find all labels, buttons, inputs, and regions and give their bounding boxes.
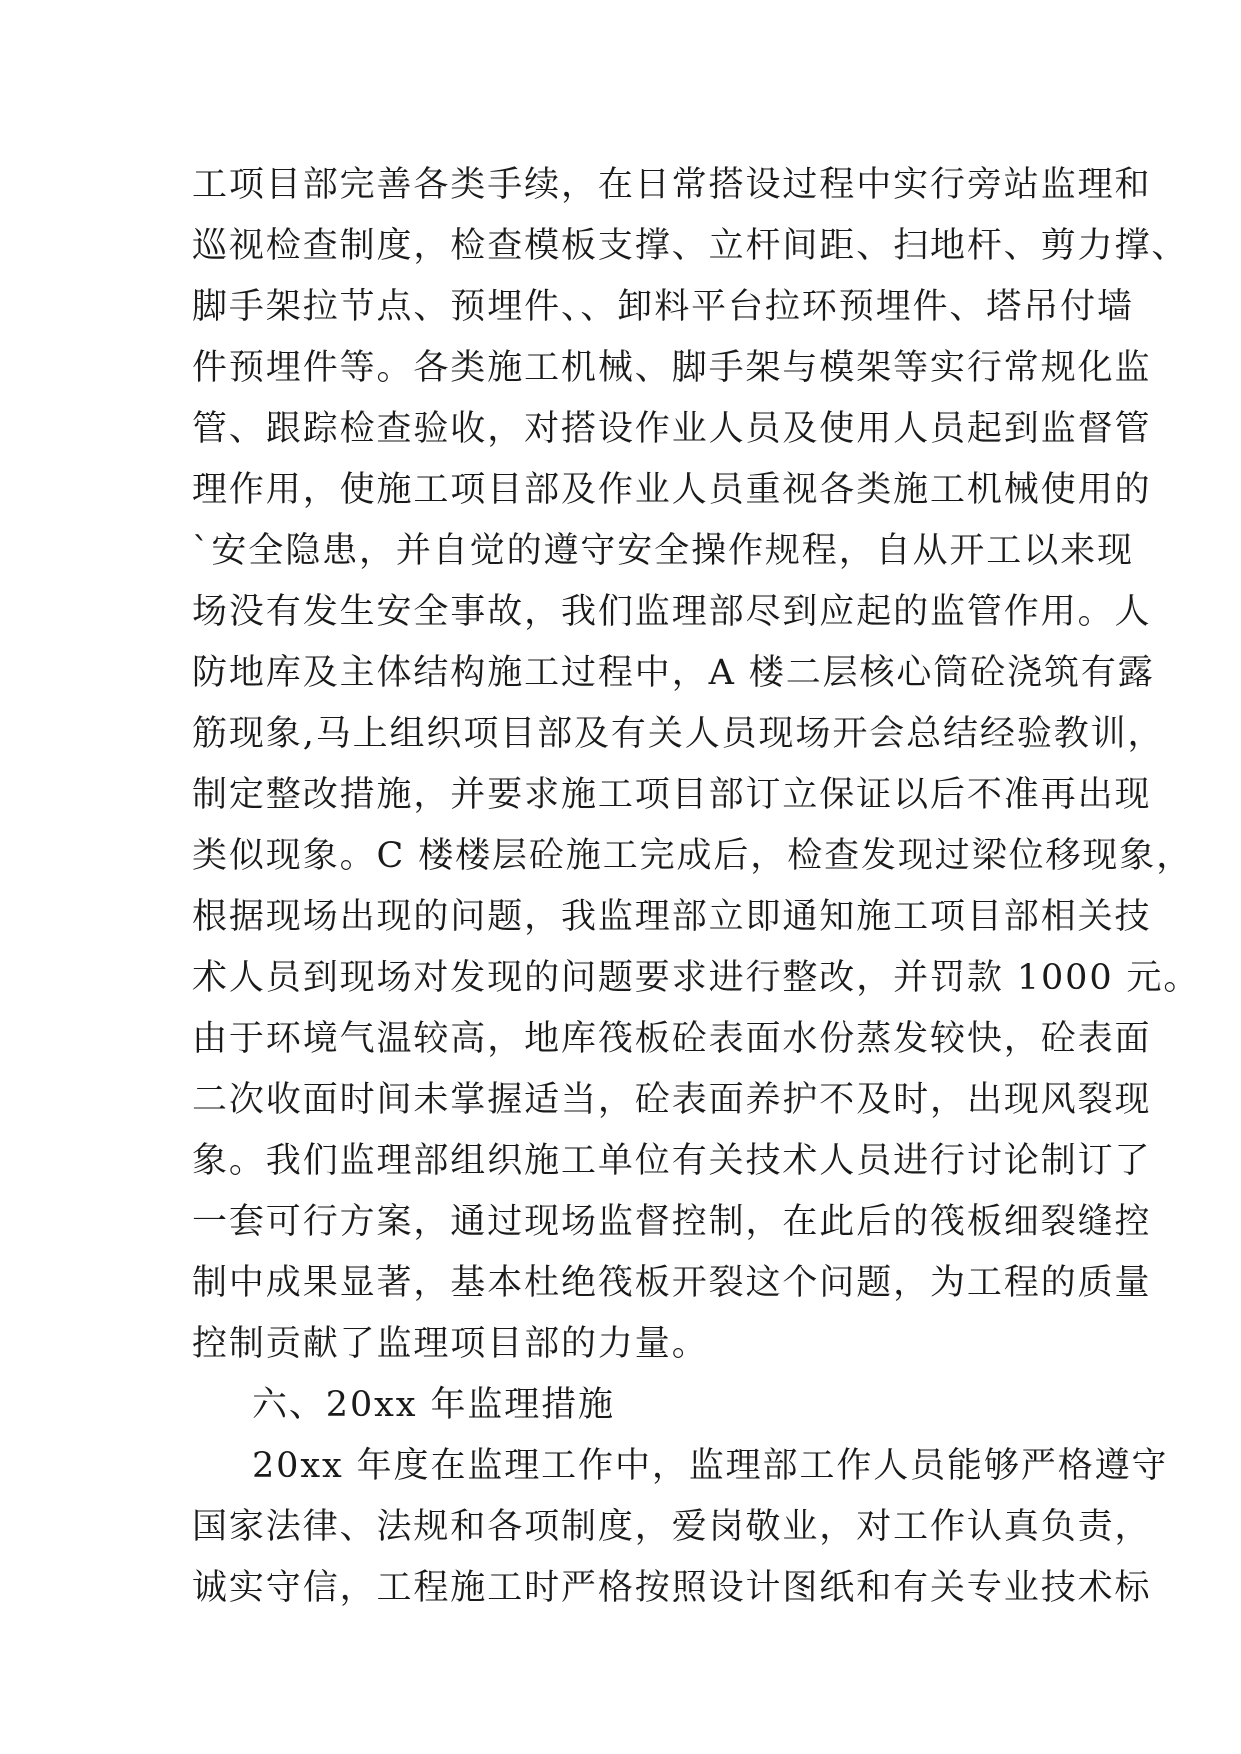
text-line: 术人员到现场对发现的问题要求进行整改，并罚款 1000 元。 bbox=[192, 958, 1201, 998]
text-line: 制定整改措施，并要求施工项目部订立保证以后不准再出现 bbox=[192, 775, 1152, 815]
text-line: 二次收面时间未掌握适当，砼表面养护不及时，出现风裂现 bbox=[192, 1080, 1152, 1120]
text-line: 管、跟踪检查验收，对搭设作业人员及使用人员起到监督管 bbox=[192, 409, 1152, 449]
text-line: 防地库及主体结构施工过程中，A 楼二层核心筒砼浇筑有露 bbox=[192, 653, 1155, 693]
text-line: 一套可行方案，通过现场监督控制，在此后的筏板细裂缝控 bbox=[192, 1202, 1152, 1242]
text-line: 诚实守信，工程施工时严格按照设计图纸和有关专业技术标 bbox=[192, 1568, 1152, 1608]
text-line: 巡视检查制度，检查模板支撑、立杆间距、扫地杆、剪力撑、 bbox=[192, 226, 1189, 266]
text-line: 国家法律、法规和各项制度，爱岗敬业，对工作认真负责， bbox=[192, 1507, 1152, 1547]
text-line: 场没有发生安全事故，我们监理部尽到应起的监管作用。人 bbox=[192, 592, 1152, 632]
text-line: 制中成果显著，基本杜绝筏板开裂这个问题，为工程的质量 bbox=[192, 1263, 1152, 1303]
text-line: 类似现象。C 楼楼层砼施工完成后，检查发现过梁位移现象， bbox=[192, 836, 1194, 876]
text-line: 理作用，使施工项目部及作业人员重视各类施工机械使用的 bbox=[192, 470, 1152, 510]
text-line: 象。我们监理部组织施工单位有关技术人员进行讨论制订了 bbox=[192, 1141, 1152, 1181]
body-text bbox=[192, 155, 1201, 1619]
text-line: 由于环境气温较高，地库筏板砼表面水份蒸发较快，砼表面 bbox=[192, 1019, 1152, 1059]
text-line: 件预埋件等。各类施工机械、脚手架与模架等实行常规化监 bbox=[192, 348, 1152, 388]
text-line: 脚手架拉节点、预埋件、、卸料平台拉环预埋件、塔吊付墙 bbox=[192, 287, 1134, 327]
text-line: `安全隐患，并自觉的遵守安全操作规程，自从开工以来现 bbox=[192, 531, 1134, 571]
text-line: 根据现场出现的问题，我监理部立即通知施工项目部相关技 bbox=[192, 897, 1152, 937]
text-line: 工项目部完善各类手续，在日常搭设过程中实行旁站监理和 bbox=[192, 165, 1152, 205]
text-line: 筋现象,马上组织项目部及有关人员现场开会总结经验教训， bbox=[192, 714, 1165, 754]
section-heading: 六、20xx 年监理措施 bbox=[252, 1385, 615, 1425]
paragraph-first-line: 20xx 年度在监理工作中，监理部工作人员能够严格遵守 bbox=[252, 1446, 1169, 1486]
text-line: 控制贡献了监理项目部的力量。 bbox=[192, 1324, 709, 1364]
